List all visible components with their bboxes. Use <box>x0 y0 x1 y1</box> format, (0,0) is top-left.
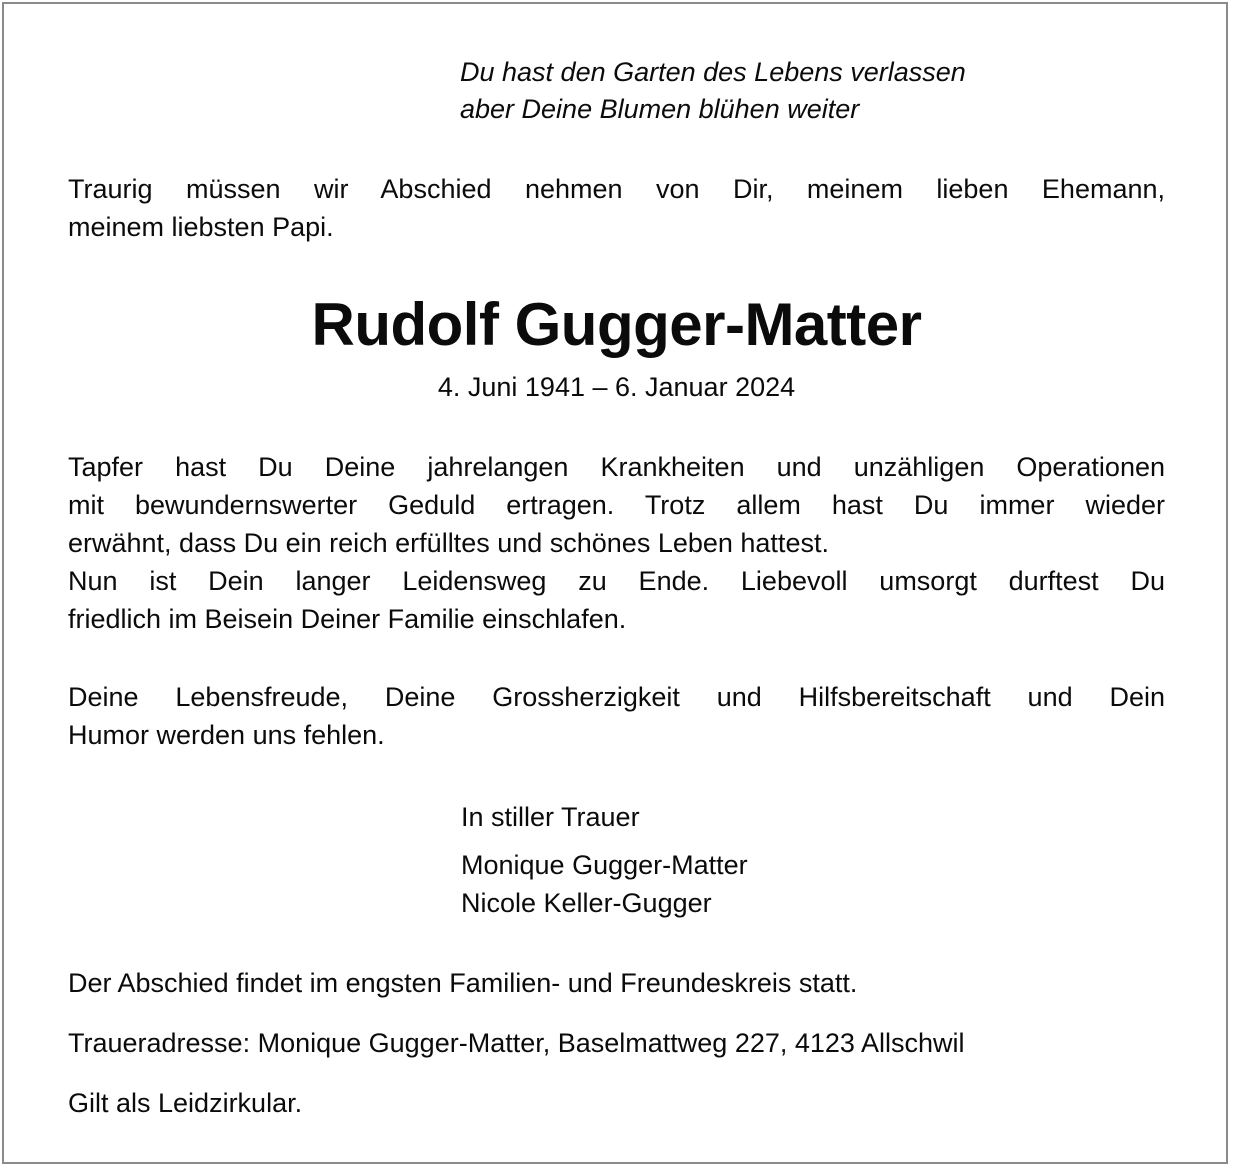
tribute-line-2: mit bewundernswerter Geduld ertragen. Trotz allem hast Du immer wieder <box>68 490 1165 520</box>
life-dates: 4. Juni 1941 – 6. Januar 2024 <box>437 372 796 402</box>
remembrance-line-1: Deine Lebensfreude, Deine Grossherzigkeit und Hilfsbereitschaft und Dein <box>68 682 1165 712</box>
tribute-line-4: Nun ist Dein langer Leidensweg zu Ende. Liebevoll umsorgt durftest Du <box>68 566 1165 596</box>
mourner-name-1: Monique Gugger-Matter <box>461 850 748 880</box>
tribute-line-3: erwähnt, dass Du ein reich erfülltes und schönes Leben hattest. <box>68 528 829 558</box>
motto-line-2: aber Deine Blumen blühen weiter <box>460 94 860 124</box>
intro-line-1: Traurig müssen wir Abschied nehmen von Dir, meinem lieben Ehemann, <box>68 174 1165 204</box>
intro-paragraph <box>68 170 1165 246</box>
remembrance-paragraph <box>68 678 1165 754</box>
motto-quote <box>460 54 966 128</box>
tribute-paragraph <box>68 448 1165 638</box>
mourning-heading: In stiller Trauer <box>461 802 640 832</box>
circular-notice: Gilt als Leidzirkular. <box>68 1088 303 1118</box>
tribute-line-5: friedlich im Beisein Deiner Familie einschlafen. <box>68 604 627 634</box>
mourner-name-2: Nicole Keller-Gugger <box>461 888 712 918</box>
mourning-address: Traueradresse: Monique Gugger-Matter, Baselmattweg 227, 4123 Allschwil <box>68 1028 965 1058</box>
farewell-notice: Der Abschied findet im engsten Familien- und Freundeskreis statt. <box>68 968 858 998</box>
motto-line-1: Du hast den Garten des Lebens verlassen <box>460 57 966 87</box>
remembrance-line-2: Humor werden uns fehlen. <box>68 720 385 750</box>
tribute-line-1: Tapfer hast Du Deine jahrelangen Krankheiten und unzähligen Operationen <box>68 452 1165 482</box>
deceased-name: Rudolf Gugger-Matter <box>311 291 922 358</box>
intro-line-2: meinem liebsten Papi. <box>68 212 334 242</box>
